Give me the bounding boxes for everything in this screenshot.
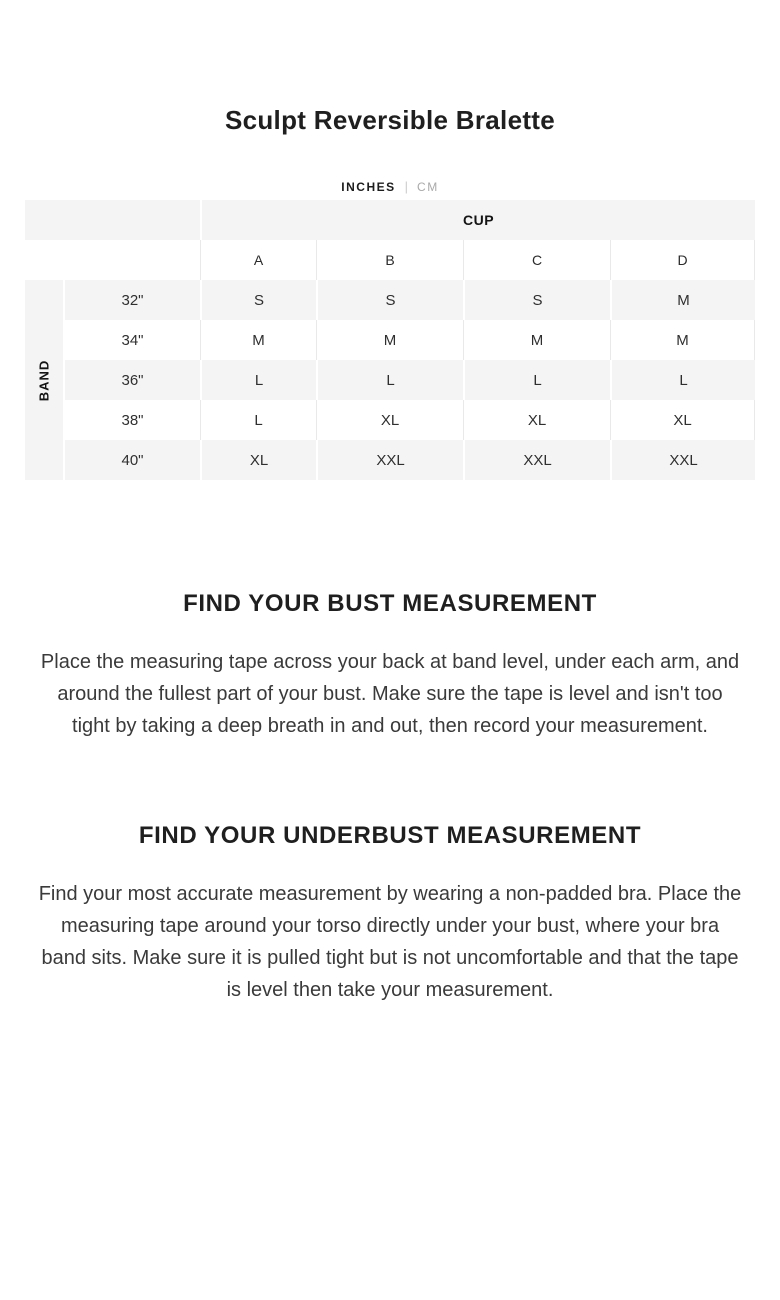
size-cell: XXL xyxy=(463,440,610,480)
band-row-header: 32" xyxy=(65,280,200,320)
unit-divider: | xyxy=(404,179,409,194)
size-cell: XL xyxy=(316,400,463,440)
cup-col-header-b: B xyxy=(316,240,463,280)
size-cell: XL xyxy=(463,400,610,440)
band-row-header: 40" xyxy=(65,440,200,480)
size-cell: XL xyxy=(610,400,755,440)
size-cell: XL xyxy=(200,440,316,480)
size-cell: L xyxy=(463,360,610,400)
size-cell: L xyxy=(316,360,463,400)
underbust-measurement-text: Find your most accurate measurement by wearing a non-padded bra. Place the measuring tape around your torso directly under your bust, where your bra band sits. Make sure it is pulled tight but is not uncomfortable and that the tape is level then take your measurement. xyxy=(38,883,742,1001)
table-blank-cell xyxy=(25,240,200,280)
size-cell: S xyxy=(200,280,316,320)
size-cell: L xyxy=(610,360,755,400)
size-cell: L xyxy=(200,400,316,440)
table-corner-cell xyxy=(25,200,200,240)
size-cell: L xyxy=(200,360,316,400)
size-cell: XXL xyxy=(610,440,755,480)
band-header-cell xyxy=(25,280,65,480)
size-cell: M xyxy=(463,320,610,360)
bust-measurement-section xyxy=(0,590,780,742)
size-cell: S xyxy=(463,280,610,320)
unit-cm-button[interactable]: CM xyxy=(417,180,439,194)
size-cell: M xyxy=(200,320,316,360)
size-cell: XXL xyxy=(316,440,463,480)
size-cell: S xyxy=(316,280,463,320)
band-header-label: BAND xyxy=(36,359,52,401)
cup-col-header-c: C xyxy=(463,240,610,280)
band-row-header: 36" xyxy=(65,360,200,400)
bust-measurement-text: Place the measuring tape across your back at band level, under each arm, and around the fullest part of your bust. Make sure the tape is level and isn't too tight by taking a deep breath in and out, then record your measurement. xyxy=(40,651,740,737)
size-cell: M xyxy=(610,280,755,320)
page-title: Sculpt Reversible Bralette xyxy=(224,105,556,135)
size-chart-table xyxy=(25,200,755,480)
size-cell: M xyxy=(610,320,755,360)
bust-measurement-heading: FIND YOUR BUST MEASUREMENT xyxy=(183,590,597,617)
cup-header-cell: CUP xyxy=(200,200,755,240)
band-row-header: 34" xyxy=(65,320,200,360)
size-guide-page xyxy=(0,104,780,1006)
band-row-header: 38" xyxy=(65,400,200,440)
cup-col-header-d: D xyxy=(610,240,755,280)
size-cell: M xyxy=(316,320,463,360)
cup-col-header-a: A xyxy=(200,240,316,280)
unit-toggle xyxy=(0,180,780,194)
underbust-measurement-section xyxy=(0,822,780,1006)
underbust-measurement-heading: FIND YOUR UNDERBUST MEASUREMENT xyxy=(138,822,642,849)
unit-inches-button[interactable]: INCHES xyxy=(341,180,396,194)
